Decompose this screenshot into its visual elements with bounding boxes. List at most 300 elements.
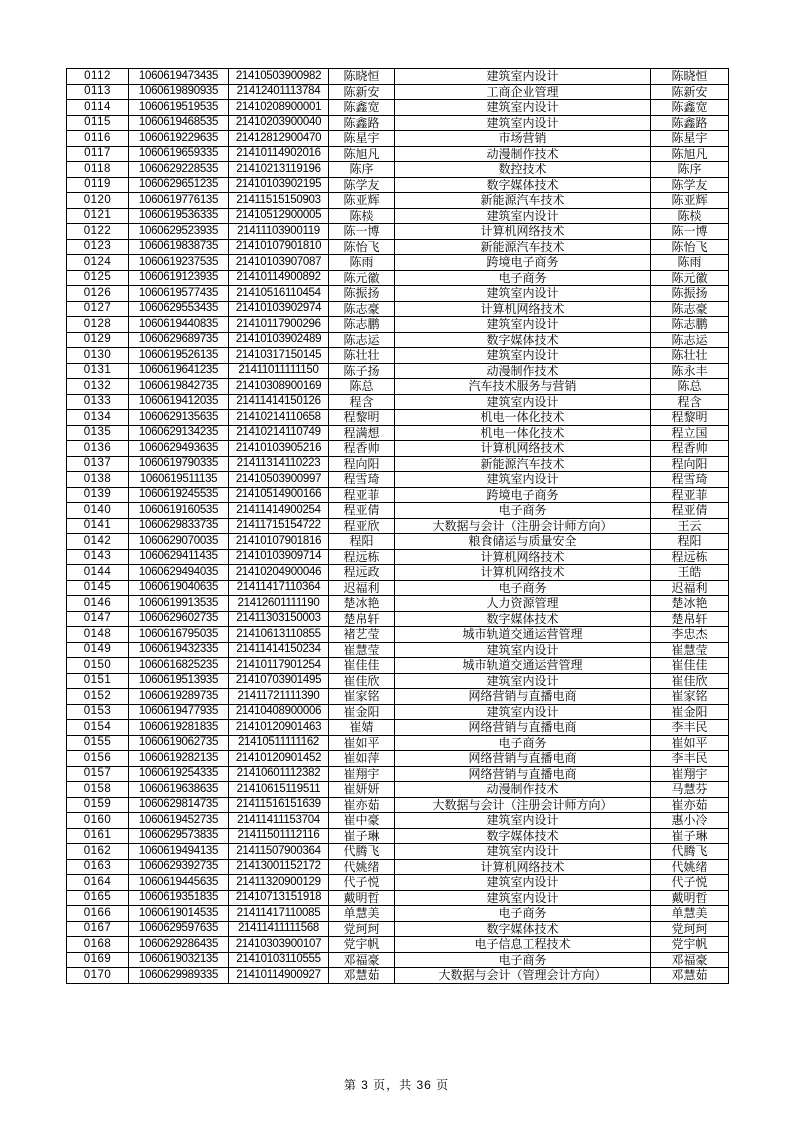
table-row [67, 162, 729, 178]
exam-number-cell: 1060619913535 [129, 596, 229, 612]
candidate-number-cell: 21410503900997 [229, 472, 329, 488]
serial-cell: 0151 [67, 673, 129, 689]
name-cell: 陈棪 [329, 208, 395, 224]
serial-cell: 0115 [67, 115, 129, 131]
exam-number-cell: 1060619160535 [129, 503, 229, 519]
exam-number-cell: 1060619440835 [129, 317, 229, 333]
table-row [67, 782, 729, 798]
serial-cell: 0136 [67, 441, 129, 457]
confirm-name-cell: 陈鑫宽 [651, 100, 729, 116]
candidate-number-cell: 21410514900166 [229, 487, 329, 503]
exam-number-cell: 1060619638635 [129, 782, 229, 798]
serial-cell: 0120 [67, 193, 129, 209]
table-row [67, 441, 729, 457]
serial-cell: 0132 [67, 379, 129, 395]
table-row [67, 472, 729, 488]
table-row [67, 611, 729, 627]
exam-number-cell: 1060619032135 [129, 952, 229, 968]
exam-number-cell: 1060619473435 [129, 69, 229, 85]
serial-cell: 0165 [67, 890, 129, 906]
table-row [67, 720, 729, 736]
name-cell: 崔中豪 [329, 813, 395, 829]
exam-number-cell: 1060619790335 [129, 456, 229, 472]
confirm-name-cell: 崔慧莹 [651, 642, 729, 658]
major-cell: 数控技术 [395, 162, 651, 178]
major-cell: 电子商务 [395, 952, 651, 968]
major-cell: 电子商务 [395, 503, 651, 519]
name-cell: 楚冰艳 [329, 596, 395, 612]
name-cell: 崔婧 [329, 720, 395, 736]
candidate-number-cell: 21410615119511 [229, 782, 329, 798]
exam-number-cell: 1060619452735 [129, 813, 229, 829]
confirm-name-cell: 邓慧茹 [651, 968, 729, 984]
serial-cell: 0121 [67, 208, 129, 224]
serial-cell: 0155 [67, 735, 129, 751]
confirm-name-cell: 陈怡飞 [651, 239, 729, 255]
table-row [67, 704, 729, 720]
candidate-number-cell: 21410114900927 [229, 968, 329, 984]
major-cell: 城市轨道交通运营管理 [395, 658, 651, 674]
major-cell: 粮食储运与质量安全 [395, 534, 651, 550]
exam-number-cell: 1060619468535 [129, 115, 229, 131]
confirm-name-cell: 楚帛轩 [651, 611, 729, 627]
table-row [67, 735, 729, 751]
table-row [67, 239, 729, 255]
exam-number-cell: 1060629989335 [129, 968, 229, 984]
confirm-name-cell: 崔佳欣 [651, 673, 729, 689]
table-row [67, 937, 729, 953]
confirm-name-cell: 陈雨 [651, 255, 729, 271]
candidate-number-cell: 21410203900040 [229, 115, 329, 131]
confirm-name-cell: 崔家铭 [651, 689, 729, 705]
exam-number-cell: 1060629814735 [129, 797, 229, 813]
major-cell: 大数据与会计（注册会计师方向） [395, 518, 651, 534]
major-cell: 建筑室内设计 [395, 875, 651, 891]
major-cell: 动漫制作技术 [395, 363, 651, 379]
major-cell: 工商企业管理 [395, 84, 651, 100]
serial-cell: 0153 [67, 704, 129, 720]
serial-cell: 0158 [67, 782, 129, 798]
serial-cell: 0160 [67, 813, 129, 829]
name-cell: 程香帅 [329, 441, 395, 457]
candidate-number-cell: 21410103902195 [229, 177, 329, 193]
confirm-name-cell: 程雪琦 [651, 472, 729, 488]
exam-number-cell: 1060619254335 [129, 766, 229, 782]
serial-cell: 0166 [67, 906, 129, 922]
candidate-number-cell: 21410120901463 [229, 720, 329, 736]
name-cell: 陈序 [329, 162, 395, 178]
table-row [67, 100, 729, 116]
table-row [67, 456, 729, 472]
confirm-name-cell: 楚冰艳 [651, 596, 729, 612]
major-cell: 人力资源管理 [395, 596, 651, 612]
major-cell: 数字媒体技术 [395, 921, 651, 937]
table-row [67, 146, 729, 162]
name-cell: 崔翔宇 [329, 766, 395, 782]
name-cell: 崔亦茹 [329, 797, 395, 813]
confirm-name-cell: 陈志鹏 [651, 317, 729, 333]
exam-number-cell: 1060619062735 [129, 735, 229, 751]
serial-cell: 0123 [67, 239, 129, 255]
name-cell: 程亚欣 [329, 518, 395, 534]
major-cell: 新能源汽车技术 [395, 456, 651, 472]
page-number-footer: 第 3 页，共 36 页 [343, 1078, 450, 1092]
serial-cell: 0150 [67, 658, 129, 674]
name-cell: 崔如萍 [329, 751, 395, 767]
name-cell: 程向阳 [329, 456, 395, 472]
candidate-number-cell: 21411011111150 [229, 363, 329, 379]
confirm-name-cell: 陈志豪 [651, 301, 729, 317]
exam-number-cell: 1060619577435 [129, 286, 229, 302]
name-cell: 崔金阳 [329, 704, 395, 720]
exam-number-cell: 1060629689735 [129, 332, 229, 348]
name-cell: 陈志鹏 [329, 317, 395, 333]
major-cell: 汽车技术服务与营销 [395, 379, 651, 395]
serial-cell: 0159 [67, 797, 129, 813]
name-cell: 戴明哲 [329, 890, 395, 906]
name-cell: 陈亚辉 [329, 193, 395, 209]
name-cell: 陈旭凡 [329, 146, 395, 162]
confirm-name-cell: 程亚菲 [651, 487, 729, 503]
exam-number-cell: 1060619237535 [129, 255, 229, 271]
confirm-name-cell: 陈永丰 [651, 363, 729, 379]
table-row [67, 518, 729, 534]
table-body [67, 69, 729, 984]
name-cell: 陈元徽 [329, 270, 395, 286]
exam-number-cell: 1060629553435 [129, 301, 229, 317]
major-cell: 建筑室内设计 [395, 100, 651, 116]
candidate-number-cell: 21412812900470 [229, 131, 329, 147]
major-cell: 建筑室内设计 [395, 348, 651, 364]
confirm-name-cell: 陈晓恒 [651, 69, 729, 85]
confirm-name-cell: 程香帅 [651, 441, 729, 457]
exam-number-cell: 1060619511135 [129, 472, 229, 488]
candidate-number-cell: 21411515150903 [229, 193, 329, 209]
exam-number-cell: 1060619432335 [129, 642, 229, 658]
table-row [67, 844, 729, 860]
name-cell: 陈雨 [329, 255, 395, 271]
serial-cell: 0130 [67, 348, 129, 364]
major-cell: 机电一体化技术 [395, 410, 651, 426]
major-cell: 跨境电子商务 [395, 487, 651, 503]
candidate-number-cell: 21410613110855 [229, 627, 329, 643]
confirm-name-cell: 戴明哲 [651, 890, 729, 906]
table-row [67, 84, 729, 100]
table-row [67, 642, 729, 658]
serial-cell: 0142 [67, 534, 129, 550]
serial-cell: 0138 [67, 472, 129, 488]
serial-cell: 0145 [67, 580, 129, 596]
serial-cell: 0128 [67, 317, 129, 333]
table-row [67, 410, 729, 426]
table-row [67, 487, 729, 503]
exam-number-cell: 1060629411435 [129, 549, 229, 565]
candidate-number-cell: 21410120901452 [229, 751, 329, 767]
major-cell: 电子信息工程技术 [395, 937, 651, 953]
candidate-number-cell: 21411516151639 [229, 797, 329, 813]
exam-number-cell: 1060619412035 [129, 394, 229, 410]
major-cell: 数字媒体技术 [395, 332, 651, 348]
serial-cell: 0114 [67, 100, 129, 116]
exam-number-cell: 1060629392735 [129, 859, 229, 875]
exam-number-cell: 1060629135635 [129, 410, 229, 426]
candidate-number-cell: 21411314110223 [229, 456, 329, 472]
major-cell: 动漫制作技术 [395, 782, 651, 798]
name-cell: 陈志运 [329, 332, 395, 348]
candidate-number-cell: 21410117901254 [229, 658, 329, 674]
exam-number-cell: 1060619842735 [129, 379, 229, 395]
confirm-name-cell: 惠小冷 [651, 813, 729, 829]
major-cell: 建筑室内设计 [395, 69, 651, 85]
name-cell: 崔佳佳 [329, 658, 395, 674]
table-row [67, 394, 729, 410]
candidate-number-cell: 21410114900892 [229, 270, 329, 286]
candidate-number-cell: 21410103902489 [229, 332, 329, 348]
exam-number-cell: 1060629493635 [129, 441, 229, 457]
confirm-name-cell: 陈一博 [651, 224, 729, 240]
name-cell: 陈志豪 [329, 301, 395, 317]
serial-cell: 0131 [67, 363, 129, 379]
table-row [67, 968, 729, 984]
name-cell: 陈鑫路 [329, 115, 395, 131]
major-cell: 计算机网络技术 [395, 224, 651, 240]
table-row [67, 317, 729, 333]
confirm-name-cell: 陈新安 [651, 84, 729, 100]
confirm-name-cell: 陈亚辉 [651, 193, 729, 209]
name-cell: 程亚倩 [329, 503, 395, 519]
major-cell: 建筑室内设计 [395, 394, 651, 410]
major-cell: 建筑室内设计 [395, 472, 651, 488]
name-cell: 陈怡飞 [329, 239, 395, 255]
table-row [67, 224, 729, 240]
major-cell: 建筑室内设计 [395, 115, 651, 131]
table-row [67, 379, 729, 395]
candidate-number-cell: 21410208900001 [229, 100, 329, 116]
name-cell: 程远栋 [329, 549, 395, 565]
candidate-number-cell: 21410214110658 [229, 410, 329, 426]
candidate-number-cell: 21410103905216 [229, 441, 329, 457]
candidate-number-cell: 21411721111390 [229, 689, 329, 705]
table-row [67, 115, 729, 131]
candidate-number-cell: 21410204900046 [229, 565, 329, 581]
table-row [67, 828, 729, 844]
confirm-name-cell: 李丰民 [651, 751, 729, 767]
exam-number-cell: 1060619536335 [129, 208, 229, 224]
serial-cell: 0127 [67, 301, 129, 317]
major-cell: 数字媒体技术 [395, 177, 651, 193]
exam-number-cell: 1060619281835 [129, 720, 229, 736]
serial-cell: 0124 [67, 255, 129, 271]
candidate-number-cell: 21411103900119 [229, 224, 329, 240]
table-row [67, 193, 729, 209]
name-cell: 程含 [329, 394, 395, 410]
serial-cell: 0167 [67, 921, 129, 937]
exam-number-cell: 1060629134235 [129, 425, 229, 441]
candidate-number-cell: 21410103909714 [229, 549, 329, 565]
name-cell: 崔佳欣 [329, 673, 395, 689]
serial-cell: 0112 [67, 69, 129, 85]
exam-number-cell: 1060619289735 [129, 689, 229, 705]
serial-cell: 0156 [67, 751, 129, 767]
table-row [67, 952, 729, 968]
candidate-number-cell: 21410713151918 [229, 890, 329, 906]
table-row [67, 270, 729, 286]
table-row [67, 69, 729, 85]
confirm-name-cell: 马慧芬 [651, 782, 729, 798]
candidate-number-cell: 21413001152172 [229, 859, 329, 875]
exam-number-cell: 1060619526135 [129, 348, 229, 364]
table-row [67, 906, 729, 922]
candidate-number-cell: 21410214110749 [229, 425, 329, 441]
exam-number-cell: 1060619776135 [129, 193, 229, 209]
major-cell: 建筑室内设计 [395, 890, 651, 906]
candidate-number-cell: 21411320900129 [229, 875, 329, 891]
confirm-name-cell: 程亚倩 [651, 503, 729, 519]
candidate-number-cell: 21410103907087 [229, 255, 329, 271]
major-cell: 计算机网络技术 [395, 441, 651, 457]
confirm-name-cell: 崔如平 [651, 735, 729, 751]
serial-cell: 0129 [67, 332, 129, 348]
name-cell: 崔慧莹 [329, 642, 395, 658]
exam-number-cell: 1060629494035 [129, 565, 229, 581]
confirm-name-cell: 崔亦茹 [651, 797, 729, 813]
candidate-number-cell: 21410213119196 [229, 162, 329, 178]
name-cell: 楚帛轩 [329, 611, 395, 627]
table-row [67, 503, 729, 519]
major-cell: 建筑室内设计 [395, 844, 651, 860]
exam-number-cell: 1060629602735 [129, 611, 229, 627]
serial-cell: 0164 [67, 875, 129, 891]
table-row [67, 131, 729, 147]
table-row [67, 596, 729, 612]
exam-number-cell: 1060629597635 [129, 921, 229, 937]
confirm-name-cell: 党宇帆 [651, 937, 729, 953]
major-cell: 建筑室内设计 [395, 286, 651, 302]
exam-number-cell: 1060619445635 [129, 875, 229, 891]
confirm-name-cell: 王皓 [651, 565, 729, 581]
name-cell: 陈学友 [329, 177, 395, 193]
candidate-number-cell: 21410308900169 [229, 379, 329, 395]
confirm-name-cell: 程向阳 [651, 456, 729, 472]
table-row [67, 580, 729, 596]
exam-number-cell: 1060619245535 [129, 487, 229, 503]
table-row [67, 534, 729, 550]
serial-cell: 0125 [67, 270, 129, 286]
serial-cell: 0154 [67, 720, 129, 736]
serial-cell: 0157 [67, 766, 129, 782]
table-row [67, 301, 729, 317]
confirm-name-cell: 陈棪 [651, 208, 729, 224]
major-cell: 大数据与会计（管理会计方向） [395, 968, 651, 984]
name-cell: 陈一博 [329, 224, 395, 240]
serial-cell: 0146 [67, 596, 129, 612]
name-cell: 迟福利 [329, 580, 395, 596]
major-cell: 机电一体化技术 [395, 425, 651, 441]
exam-number-cell: 1060619641235 [129, 363, 229, 379]
table-row [67, 286, 729, 302]
exam-number-cell: 1060629286435 [129, 937, 229, 953]
serial-cell: 0122 [67, 224, 129, 240]
confirm-name-cell: 崔佳佳 [651, 658, 729, 674]
exam-number-cell: 1060629523935 [129, 224, 229, 240]
candidate-number-cell: 21410516110454 [229, 286, 329, 302]
exam-number-cell: 1060629651235 [129, 177, 229, 193]
serial-cell: 0162 [67, 844, 129, 860]
name-cell: 程阳 [329, 534, 395, 550]
confirm-name-cell: 程阳 [651, 534, 729, 550]
confirm-name-cell: 陈旭凡 [651, 146, 729, 162]
confirm-name-cell: 迟福利 [651, 580, 729, 596]
major-cell: 建筑室内设计 [395, 208, 651, 224]
candidate-number-cell: 21412601111190 [229, 596, 329, 612]
confirm-name-cell: 陈元徽 [651, 270, 729, 286]
name-cell: 程满想 [329, 425, 395, 441]
confirm-name-cell: 陈总 [651, 379, 729, 395]
major-cell: 大数据与会计（注册会计师方向） [395, 797, 651, 813]
confirm-name-cell: 李丰民 [651, 720, 729, 736]
confirm-name-cell: 程黎明 [651, 410, 729, 426]
confirm-name-cell: 代姚绪 [651, 859, 729, 875]
confirm-name-cell: 党珂珂 [651, 921, 729, 937]
name-cell: 程亚菲 [329, 487, 395, 503]
name-cell: 陈子扬 [329, 363, 395, 379]
table-row [67, 813, 729, 829]
confirm-name-cell: 李忠杰 [651, 627, 729, 643]
serial-cell: 0113 [67, 84, 129, 100]
table-row [67, 875, 729, 891]
exam-number-cell: 1060619494135 [129, 844, 229, 860]
table-row [67, 177, 729, 193]
candidate-number-cell: 21411417110085 [229, 906, 329, 922]
major-cell: 新能源汽车技术 [395, 239, 651, 255]
major-cell: 动漫制作技术 [395, 146, 651, 162]
table-row [67, 890, 729, 906]
exam-number-cell: 1060619229635 [129, 131, 229, 147]
serial-cell: 0118 [67, 162, 129, 178]
serial-cell: 0116 [67, 131, 129, 147]
candidate-number-cell: 21410512900005 [229, 208, 329, 224]
candidate-number-cell: 21410103902974 [229, 301, 329, 317]
exam-number-cell: 1060619838735 [129, 239, 229, 255]
candidate-number-cell: 21411411153704 [229, 813, 329, 829]
name-cell: 单慧美 [329, 906, 395, 922]
serial-cell: 0133 [67, 394, 129, 410]
exam-number-cell: 1060619513935 [129, 673, 229, 689]
major-cell: 建筑室内设计 [395, 642, 651, 658]
candidate-number-cell: 21410703901495 [229, 673, 329, 689]
table-row [67, 208, 729, 224]
name-cell: 崔妍妍 [329, 782, 395, 798]
name-cell: 褚艺莹 [329, 627, 395, 643]
confirm-name-cell: 王云 [651, 518, 729, 534]
major-cell: 电子商务 [395, 580, 651, 596]
major-cell: 网络营销与直播电商 [395, 751, 651, 767]
table-row [67, 627, 729, 643]
confirm-name-cell: 陈星宇 [651, 131, 729, 147]
name-cell: 党宇帆 [329, 937, 395, 953]
serial-cell: 0161 [67, 828, 129, 844]
confirm-name-cell: 程立国 [651, 425, 729, 441]
candidate-number-cell: 21411414900254 [229, 503, 329, 519]
candidate-number-cell: 21410303900107 [229, 937, 329, 953]
table-row [67, 797, 729, 813]
serial-cell: 0149 [67, 642, 129, 658]
serial-cell: 0144 [67, 565, 129, 581]
serial-cell: 0135 [67, 425, 129, 441]
major-cell: 电子商务 [395, 735, 651, 751]
major-cell: 计算机网络技术 [395, 859, 651, 875]
confirm-name-cell: 代子悦 [651, 875, 729, 891]
